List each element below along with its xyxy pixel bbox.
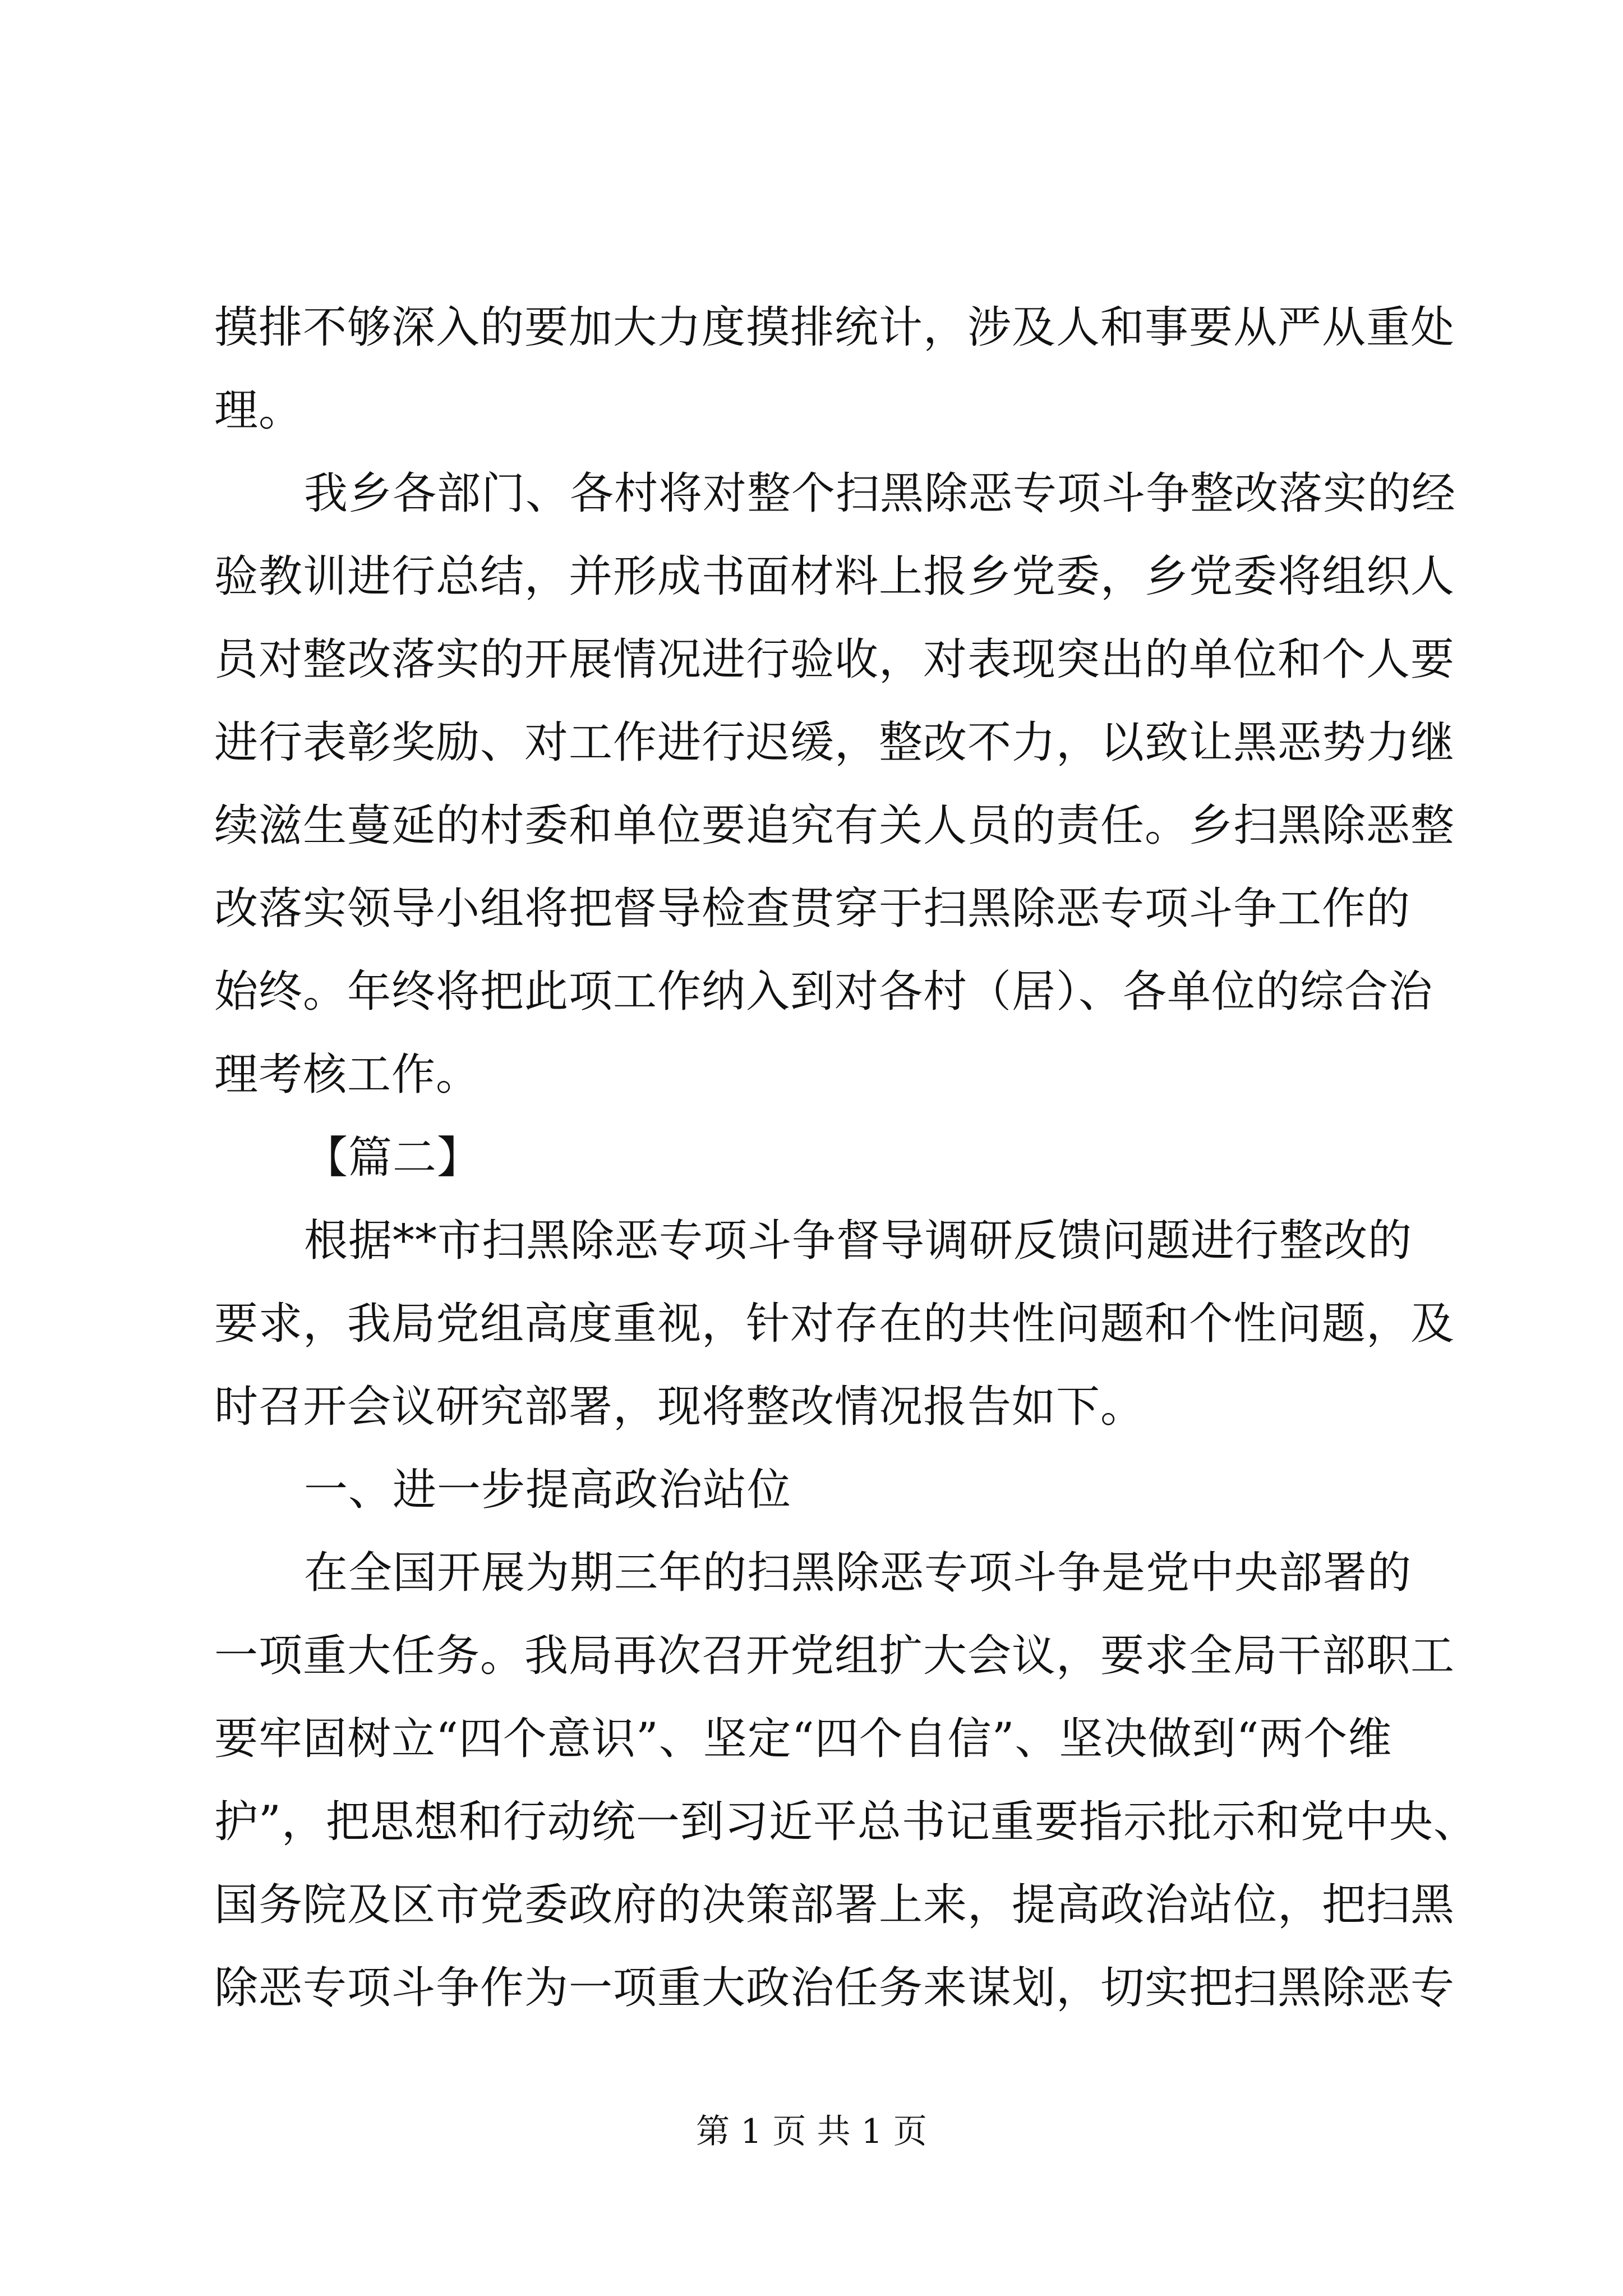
text-line: 国务院及区市党委政府的决策部署上来，提高政治站位，把扫黑	[214, 1880, 1455, 1930]
section-heading: 【篇二】	[304, 1133, 482, 1183]
text-line: 进行表彰奖励、对工作进行迟缓，整改不力，以致让黑恶势力继	[214, 717, 1455, 768]
text-line: 验教训进行总结，并形成书面材料上报乡党委，乡党委将组织人	[214, 551, 1455, 602]
page-footer: 第 1 页 共 1 页	[696, 2112, 927, 2151]
text-line: 始终。年终将把此项工作纳入到对各村（居）、各单位的综合治	[214, 967, 1433, 1017]
paragraph-start-line: 我乡各部门、各村将对整个扫黑除恶专项斗争整改落实的经	[304, 468, 1456, 519]
text-line: 护”，把思想和行动统一到习近平总书记重要指示批示和党中央、	[214, 1797, 1478, 1847]
text-line: 员对整改落实的开展情况进行验收，对表现突出的单位和个人要	[214, 634, 1455, 685]
text-line: 摸排不够深入的要加大力度摸排统计，涉及人和事要从严从重处	[214, 302, 1455, 353]
document-body	[214, 286, 1478, 2030]
text-line: 除恶专项斗争作为一项重大政治任务来谋划，切实把扫黑除恶专	[214, 1963, 1455, 2013]
text-line: 要求，我局党组高度重视，针对存在的共性问题和个性问题，及	[214, 1299, 1455, 1349]
text-line: 续滋生蔓延的村委和单位要追究有关人员的责任。乡扫黑除恶整	[214, 800, 1455, 851]
text-line: 理考核工作。	[214, 1050, 481, 1100]
text-line: 一项重大任务。我局再次召开党组扩大会议，要求全局干部职工	[214, 1631, 1455, 1681]
paragraph-start-line: 根据**市扫黑除恶专项斗争督导调研反馈问题进行整改的	[304, 1216, 1413, 1266]
text-line: 改落实领导小组将把督导检查贯穿于扫黑除恶专项斗争工作的	[214, 884, 1411, 934]
text-line: 时召开会议研究部署，现将整改情况报告如下。	[214, 1382, 1145, 1432]
paragraph-start-line: 在全国开展为期三年的扫黑除恶专项斗争是党中央部署的	[304, 1548, 1412, 1598]
text-line: 要牢固树立“四个意识”、坚定“四个自信”、坚决做到“两个维	[214, 1714, 1393, 1764]
text-line: 理。	[214, 385, 303, 436]
subsection-heading: 一、进一步提高政治站位	[304, 1465, 792, 1515]
